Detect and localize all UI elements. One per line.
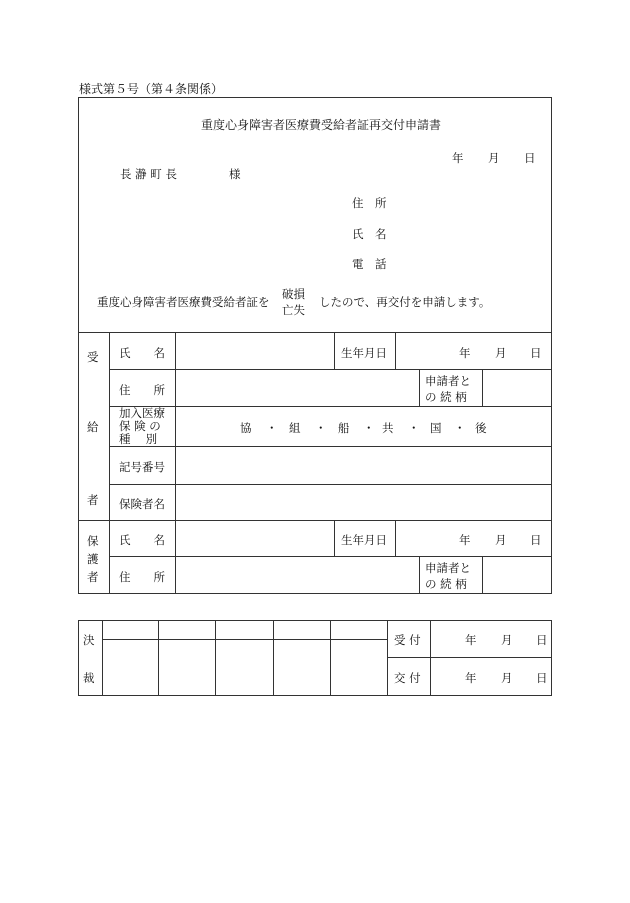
guardian-label-1: 保 — [87, 534, 99, 548]
guardian-birth-year: 年 — [459, 533, 471, 547]
insurance-option-kyo[interactable]: 協 — [240, 421, 252, 435]
approval-stamp-cell[interactable] — [219, 643, 269, 692]
guardian-birth-day: 日 — [530, 533, 542, 547]
recipient-name-label: 氏 名 — [119, 346, 165, 360]
declaration-suffix: したので、再交付を申請します。 — [319, 295, 491, 309]
recipient-label-3: 者 — [87, 493, 99, 507]
form-number: 様式第５号（第４条関係） — [79, 82, 224, 96]
insurance-type-label-3: 種 別 — [119, 432, 158, 446]
recipient-relation-field[interactable] — [486, 373, 548, 403]
insurance-option-kyou[interactable]: 共 — [382, 421, 394, 435]
recipient-birthdate-label: 生年月日 — [341, 346, 387, 360]
approval-stamp-cell[interactable] — [162, 643, 211, 692]
insurance-type-label-2: 保 険 の — [119, 419, 161, 433]
guardian-label-2: 護 — [87, 552, 99, 566]
guardian-relation-label-1: 申請者と — [425, 561, 471, 575]
symbol-number-field[interactable] — [180, 450, 548, 480]
insurance-option-sen[interactable]: 船 — [338, 421, 350, 435]
symbol-number-label: 記号番号 — [119, 460, 165, 474]
date-month-label: 月 — [488, 151, 500, 165]
applicant-name-label: 氏 名 — [352, 227, 387, 241]
recipient-name-field[interactable] — [180, 336, 330, 366]
declaration-option-lost[interactable]: 亡失 — [282, 303, 305, 317]
decision-label-2: 裁 — [83, 671, 95, 685]
insurance-option-kumi[interactable]: 組 — [289, 421, 301, 435]
insurance-sep: ・ — [363, 421, 375, 435]
addressee-office: 長 瀞 町 長 — [120, 167, 177, 181]
recipient-label-1: 受 — [87, 350, 99, 364]
applicant-phone-label: 電 話 — [352, 257, 387, 271]
recipient-address-field[interactable] — [180, 373, 415, 403]
date-year-label: 年 — [452, 151, 464, 165]
received-day: 日 — [536, 633, 548, 647]
guardian-name-label: 氏 名 — [119, 533, 165, 547]
recipient-address-label: 住 所 — [119, 383, 165, 397]
recipient-birth-year: 年 — [459, 346, 471, 360]
guardian-relation-field[interactable] — [486, 560, 548, 590]
recipient-birth-month: 月 — [495, 346, 507, 360]
insurance-option-koku[interactable]: 国 — [430, 421, 442, 435]
issued-year: 年 — [465, 671, 477, 685]
issued-label: 交 付 — [394, 671, 421, 685]
received-month: 月 — [501, 633, 513, 647]
guardian-address-label: 住 所 — [119, 570, 165, 584]
guardian-birth-month: 月 — [495, 533, 507, 547]
insurance-sep: ・ — [266, 421, 278, 435]
guardian-name-field[interactable] — [180, 524, 330, 553]
recipient-birth-day: 日 — [530, 346, 542, 360]
insurance-type-label-1: 加入医療 — [119, 406, 165, 420]
insurer-name-label: 保険者名 — [119, 497, 165, 511]
approval-stamp-cell[interactable] — [106, 643, 154, 692]
form-title: 重度心身障害者医療費受給者証再交付申請書 — [201, 118, 442, 132]
issued-month: 月 — [501, 671, 513, 685]
insurance-sep: ・ — [315, 421, 327, 435]
recipient-relation-label-2: の 続 柄 — [425, 390, 467, 404]
recipient-label-2: 給 — [87, 420, 99, 434]
recipient-relation-label-1: 申請者と — [425, 374, 471, 388]
guardian-birthdate-label: 生年月日 — [341, 533, 387, 547]
decision-label-1: 決 — [83, 633, 95, 647]
declaration-option-damage[interactable]: 破損 — [282, 287, 305, 301]
addressee-honorific: 様 — [229, 167, 241, 181]
guardian-relation-label-2: の 続 柄 — [425, 577, 467, 591]
approval-stamp-cell[interactable] — [334, 643, 383, 692]
insurance-option-kou[interactable]: 後 — [475, 421, 487, 435]
applicant-address-label: 住 所 — [352, 196, 387, 210]
guardian-address-field[interactable] — [180, 560, 415, 590]
insurance-sep: ・ — [408, 421, 420, 435]
insurer-name-field[interactable] — [180, 488, 548, 516]
received-year: 年 — [465, 633, 477, 647]
date-day-label: 日 — [524, 151, 536, 165]
guardian-label-3: 者 — [87, 570, 99, 584]
declaration-prefix: 重度心身障害者医療費受給者証を — [97, 295, 270, 309]
received-label: 受 付 — [394, 633, 421, 647]
issued-day: 日 — [536, 671, 548, 685]
approval-stamp-cell[interactable] — [277, 643, 326, 692]
insurance-sep: ・ — [454, 421, 466, 435]
